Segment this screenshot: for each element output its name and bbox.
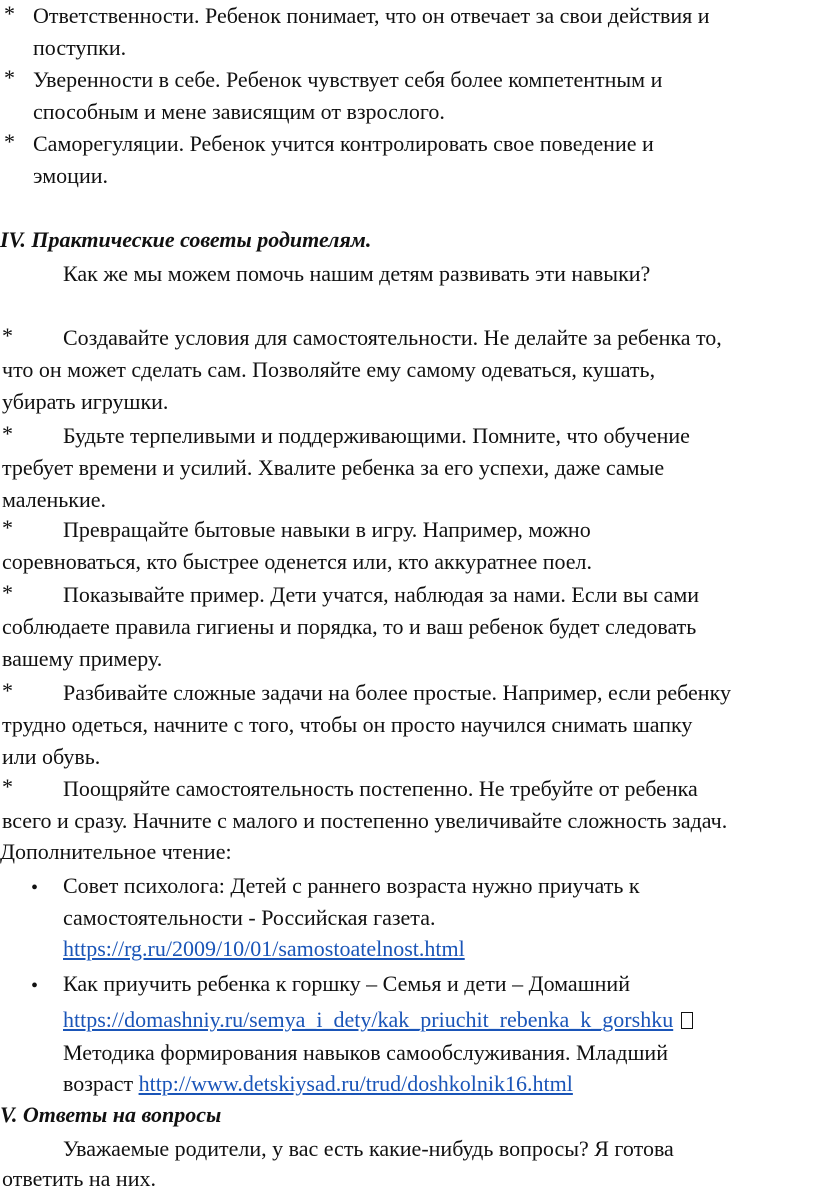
reading-link-row	[63, 1004, 693, 1036]
missing-glyph-icon	[681, 1012, 693, 1029]
bullet-marker: •	[31, 877, 39, 899]
tip-first-line: Поощряйте самостоятельность постепенно. Не требуйте от ребенка	[63, 776, 698, 801]
star-marker: *	[4, 129, 15, 154]
tip-line: маленькие.	[2, 487, 107, 512]
list-item: Уверенности в себе. Ребенок чувствует себя более компетентным и	[33, 67, 663, 92]
reading-link-domashniy[interactable]: https://domashniy.ru/semya_i_dety/kak_priuchit_rebenka_k_gorshku	[63, 1007, 674, 1032]
reading-title: Дополнительное чтение:	[0, 839, 232, 864]
reading-link-rg[interactable]: https://rg.ru/2009/10/01/samostoatelnost.html	[63, 936, 465, 961]
list-item-cont: способным и мене зависящим от взрослого.	[33, 99, 445, 124]
star-marker: *	[4, 65, 15, 90]
tip-first-line: Превращайте бытовые навыки в игру. Например, можно	[63, 517, 591, 542]
star-marker: *	[4, 1, 15, 26]
reading-item-row	[63, 1068, 573, 1100]
section-heading: IV. Практические советы родителям.	[0, 227, 372, 252]
star-marker: *	[2, 774, 13, 799]
star-marker: *	[2, 515, 13, 540]
tip-first-line: Разбивайте сложные задачи на более простые. Например, если ребенку	[63, 680, 731, 705]
tip-line: убирать игрушки.	[2, 389, 169, 414]
list-item: Ответственности. Ребенок понимает, что он отвечает за свои действия и	[33, 3, 710, 28]
star-marker: *	[2, 678, 13, 703]
tip-line: требует времени и усилий. Хвалите ребенка за его успехи, даже самые	[2, 455, 665, 480]
tip-line: трудно одеться, начните с того, чтобы он просто научился снимать шапку	[2, 712, 693, 737]
list-item-cont: поступки.	[33, 35, 127, 60]
tip-first-line: Будьте терпеливыми и поддерживающими. Помните, что обучение	[63, 423, 690, 448]
tip-first-line: Показывайте пример. Дети учатся, наблюдая за нами. Если вы сами	[63, 582, 700, 607]
star-marker: *	[2, 421, 13, 446]
reading-item: Совет психолога: Детей с раннего возраста нужно приучать к	[63, 873, 640, 898]
tip-first-line: Создавайте условия для самостоятельности. Не делайте за ребенка то,	[63, 325, 722, 350]
section-text-cont: ответить на них.	[2, 1166, 156, 1191]
tip-line: что он может сделать сам. Позволяйте ему самому одеваться, кушать,	[2, 357, 656, 382]
bullet-marker: •	[31, 975, 39, 997]
list-item-cont: эмоции.	[33, 163, 108, 188]
reading-link-detskiysad[interactable]: http://www.detskiysad.ru/trud/doshkolnik16.html	[138, 1071, 573, 1096]
tip-line: всего и сразу. Начните с малого и постепенно увеличивайте сложность задач.	[2, 808, 728, 833]
star-marker: *	[2, 580, 13, 605]
tip-line: вашему примеру.	[2, 646, 163, 671]
tip-line: соблюдаете правила гигиены и порядка, то и ваш ребенок будет следовать	[2, 614, 697, 639]
section-intro: Как же мы можем помочь нашим детям развивать эти навыки?	[63, 261, 651, 286]
tip-line: соревноваться, кто быстрее оденется или, кто аккуратнее поел.	[2, 549, 592, 574]
reading-item: Как приучить ребенка к горшку – Семья и дети – Домашний	[63, 971, 630, 996]
reading-item-prefix: возраст	[63, 1071, 134, 1096]
section-text: Уважаемые родители, у вас есть какие-нибудь вопросы? Я готова	[63, 1136, 674, 1161]
section-heading: V. Ответы на вопросы	[0, 1102, 222, 1127]
tip-line: или обувь.	[2, 744, 101, 769]
star-marker: *	[2, 323, 13, 348]
reading-item-cont: самостоятельности - Российская газета.	[63, 905, 436, 930]
reading-item-cont: Методика формирования навыков самообслуживания. Младший	[63, 1040, 668, 1065]
list-item: Саморегуляции. Ребенок учится контролировать свое поведение и	[33, 131, 654, 156]
